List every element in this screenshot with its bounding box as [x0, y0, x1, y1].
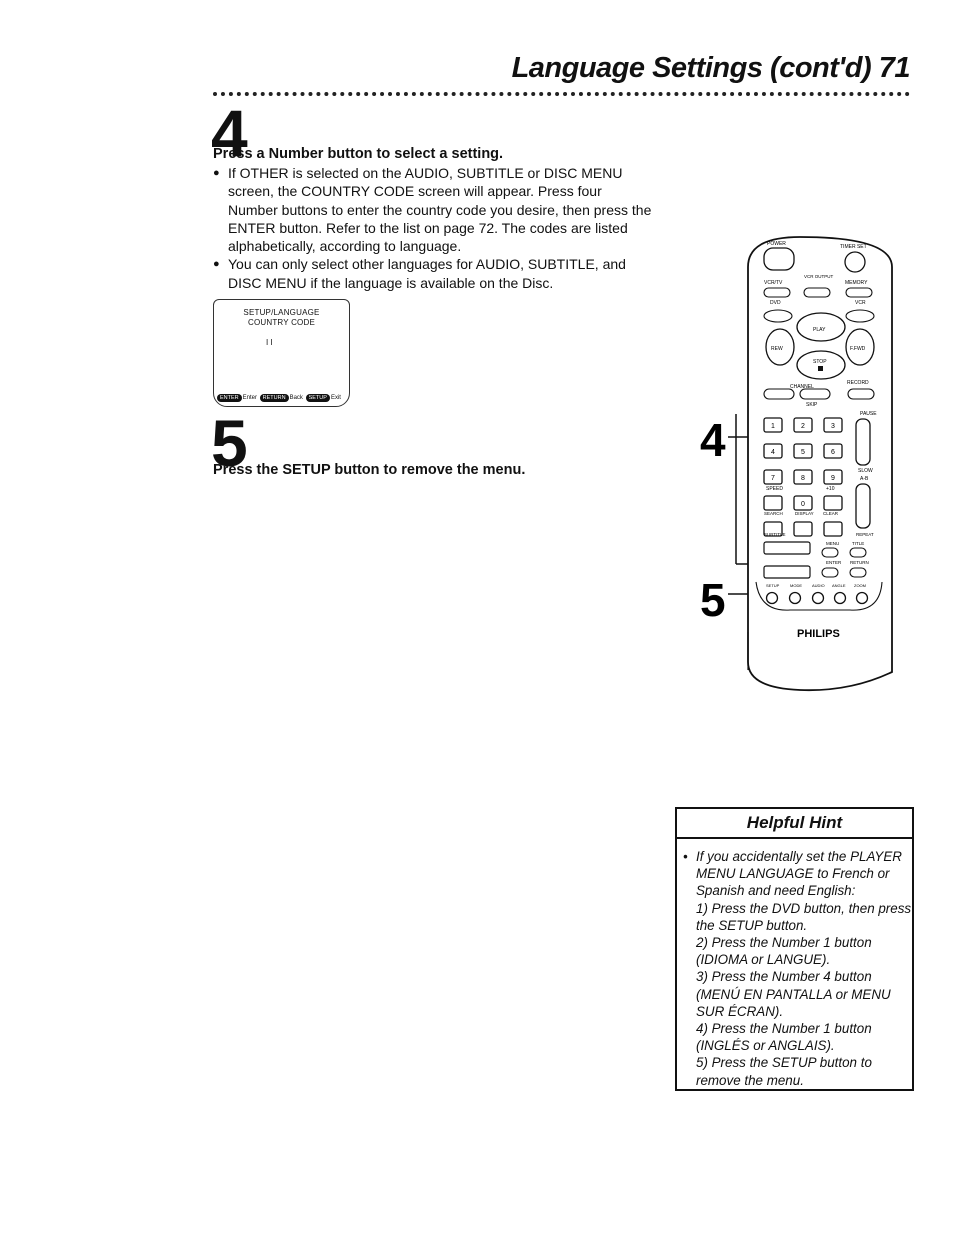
hint-line: (IDIOMA or LANGUE). — [696, 952, 831, 968]
label-vcr-tv: VCR/TV — [764, 280, 783, 286]
label-record: RECORD — [847, 380, 869, 386]
label-search: SEARCH — [764, 511, 783, 516]
hint-line: SUR ÉCRAN). — [696, 1003, 784, 1019]
label-speed: SPEED — [766, 486, 783, 492]
hint-line: MENU LANGUAGE to French or — [696, 866, 890, 882]
hint-line: 1) Press the DVD button, then press — [696, 900, 912, 916]
label-setup: SETUP — [766, 583, 780, 588]
number-label-0: 0 — [801, 501, 805, 508]
label-skip: SKIP — [806, 402, 818, 408]
label-return: RETURN — [850, 560, 869, 565]
hint-line: 2) Press the Number 1 button — [696, 935, 872, 951]
label-display: DISPLAY — [795, 511, 814, 516]
label-timer-set: TIMER SET — [840, 244, 867, 250]
label-clear: CLEAR — [823, 511, 839, 516]
step-4-bullets — [213, 164, 653, 292]
osd-setup-pill: SETUP — [306, 394, 330, 402]
step-4-number: 4 — [211, 96, 248, 170]
label-angle: ANGLE — [832, 583, 846, 588]
label-repeat: REPEAT — [856, 532, 874, 537]
label-plus10: +10 — [826, 486, 835, 492]
osd-return-pill: RETURN — [260, 394, 289, 402]
osd-line-2: COUNTRY CODE — [247, 318, 315, 327]
step-5-number: 5 — [211, 406, 248, 480]
number-label-2: 2 — [801, 423, 805, 430]
hint-line: (MENÚ EN PANTALLA or MENU — [696, 986, 891, 1002]
number-label-4: 4 — [771, 449, 775, 456]
hint-title: Helpful Hint — [677, 809, 912, 839]
hint-line: 3) Press the Number 4 button — [696, 969, 872, 985]
osd-button-bar — [216, 394, 341, 402]
osd-enter-pill: ENTER — [217, 394, 242, 402]
step-4-bullet-2: ● You can only select other languages for AUDIO, SUBTITLE, and DISC MENU if the language is available on the Disc. — [213, 255, 653, 292]
hint-line: If you accidentally set the PLAYER — [696, 849, 902, 864]
label-mode: MODE — [790, 583, 802, 588]
number-label-3: 3 — [831, 423, 835, 430]
label-ffwd: F.FWD — [850, 346, 866, 352]
number-label-8: 8 — [801, 475, 805, 482]
label-zoom: ZOOM — [854, 583, 866, 588]
callout-4: 4 — [700, 414, 726, 466]
step-4-title: Press a Number button to select a setting. — [213, 146, 504, 162]
number-label-9: 9 — [831, 475, 835, 482]
label-subtitle: SUBTITLE — [764, 532, 786, 537]
hint-bullet: • — [683, 849, 688, 864]
osd-enter-label: Enter — [242, 395, 257, 401]
label-ab: A-B — [860, 476, 869, 482]
step-4-bullet-1: ● If OTHER is selected on the AUDIO, SUBTITLE or DISC MENU screen, the COUNTRY CODE screen will appear. Press four Number buttons to enter the country code you desire, then press the ENTER button. Refer to the list on page 72. The codes are listed alphabetically, according to language. — [213, 164, 653, 255]
hint-line: the SETUP button. — [696, 917, 808, 933]
label-audio: AUDIO — [812, 583, 825, 588]
osd-cursor: I I — [266, 338, 273, 347]
osd-setup-label: Exit — [330, 395, 341, 401]
number-label-1: 1 — [771, 423, 775, 430]
label-channel: CHANNEL — [790, 384, 814, 390]
hint-line: 5) Press the SETUP button to — [696, 1055, 872, 1071]
label-title: TITLE — [852, 541, 865, 546]
number-label-7: 7 — [771, 475, 775, 482]
label-power: POWER — [767, 241, 786, 247]
dotted-divider — [213, 92, 910, 96]
osd-line-1: SETUP/LANGUAGE — [243, 308, 320, 317]
label-vcr-output: VCR OUTPUT — [804, 274, 834, 279]
callout-5: 5 — [700, 574, 726, 626]
osd-return-label: Back — [289, 395, 303, 401]
hint-line: remove the menu. — [696, 1072, 804, 1088]
remote-control-illustration — [700, 232, 910, 692]
label-vcr: VCR — [855, 300, 866, 306]
page-title: Language Settings (cont'd) 71 — [511, 52, 910, 84]
label-slow: SLOW — [858, 468, 873, 474]
label-dvd: DVD — [770, 300, 781, 306]
label-play: PLAY — [813, 327, 826, 333]
brand-logo: PHILIPS — [797, 628, 840, 640]
hint-line: (INGLÉS or ANGLAIS). — [696, 1038, 835, 1054]
remote-control-icon — [700, 232, 910, 692]
helpful-hint-box — [675, 807, 914, 1091]
label-rew: REW — [771, 346, 783, 352]
label-menu: MENU — [826, 541, 840, 546]
label-enter: ENTER — [826, 560, 842, 565]
country-code-screen — [213, 299, 350, 407]
number-label-5: 5 — [801, 449, 805, 456]
step-5-title: Press the SETUP button to remove the menu. — [213, 462, 526, 478]
label-memory: MEMORY — [845, 280, 868, 286]
label-stop: STOP — [813, 359, 827, 365]
hint-text — [696, 848, 912, 1089]
hint-line: 4) Press the Number 1 button — [696, 1021, 872, 1037]
hint-line: Spanish and need English: — [696, 883, 856, 899]
number-label-6: 6 — [831, 449, 835, 456]
label-pause: PAUSE — [860, 411, 877, 417]
